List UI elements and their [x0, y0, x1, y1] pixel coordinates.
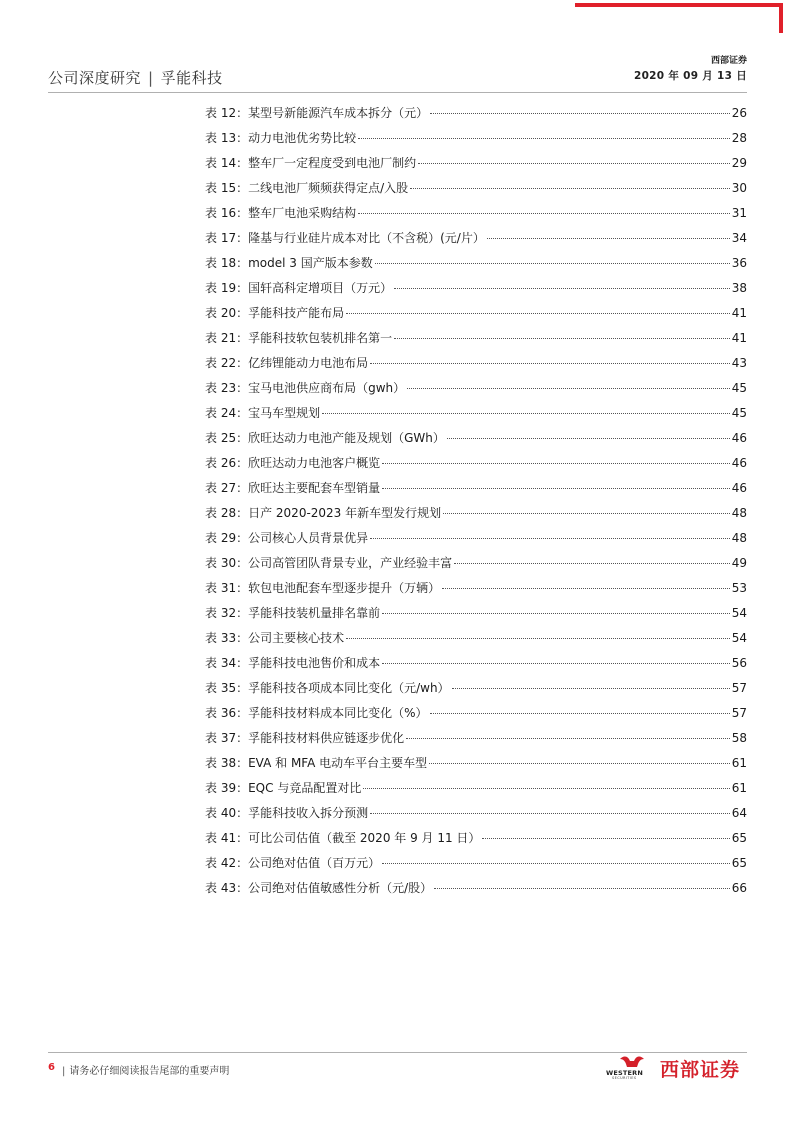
- toc-page-number: 46: [731, 431, 747, 445]
- toc-entry-title: [205, 804, 368, 821]
- toc-entry-text: 可比公司估值（截至 2020 年 9 月 11 日）: [248, 831, 481, 845]
- toc-entry-text: EVA 和 MFA 电动车平台主要车型: [248, 756, 428, 770]
- toc-entry-text: 软包电池配套车型逐步提升（万辆）: [248, 581, 441, 595]
- toc-entry-title: [205, 304, 344, 321]
- toc-page-number: 65: [731, 831, 747, 845]
- toc-dot-leader: [322, 413, 730, 414]
- toc-entry-label: 表 12：: [205, 106, 249, 120]
- toc-page-number: 46: [731, 481, 747, 495]
- toc-page-number: 66: [731, 881, 747, 895]
- toc-entry-text: 孚能科技各项成本同比变化（元/wh）: [248, 681, 450, 695]
- toc-entry[interactable]: [205, 254, 747, 279]
- toc-entry[interactable]: [205, 829, 747, 854]
- toc-entry-label: 表 41：: [205, 831, 249, 845]
- toc-entry-text: 整车厂一定程度受到电池厂制约: [248, 156, 417, 170]
- toc-page-number: 26: [731, 106, 747, 120]
- toc-page-number: 30: [731, 181, 747, 195]
- toc-entry[interactable]: [205, 654, 747, 679]
- toc-entry[interactable]: [205, 104, 747, 129]
- toc-entry-text: 隆基与行业硅片成本对比（不含税）(元/片）: [248, 231, 485, 245]
- toc-entry-title: [205, 404, 320, 421]
- toc-page-number: 36: [731, 256, 747, 270]
- company-name: 孚能科技: [160, 69, 223, 87]
- report-type: 公司深度研究: [48, 69, 142, 87]
- toc-dot-leader: [443, 513, 730, 514]
- toc-entry-text: 某型号新能源汽车成本拆分（元）: [248, 106, 429, 120]
- toc-dot-leader: [447, 438, 730, 439]
- toc-entry-label: 表 24：: [205, 406, 249, 420]
- toc-dot-leader: [382, 463, 730, 464]
- toc-entry-label: 表 18：: [205, 256, 249, 270]
- toc-dot-leader: [452, 688, 730, 689]
- footer-rule: [48, 1052, 747, 1053]
- toc-dot-leader: [407, 388, 730, 389]
- western-securities-logo: [606, 1055, 750, 1081]
- toc-dot-leader: [434, 888, 730, 889]
- toc-entry[interactable]: [205, 404, 747, 429]
- toc-dot-leader: [430, 713, 730, 714]
- toc-entry-label: 表 34：: [205, 656, 249, 670]
- toc-page-number: 61: [731, 756, 747, 770]
- toc-entry-label: 表 20：: [205, 306, 249, 320]
- toc-page-number: 38: [731, 281, 747, 295]
- toc-dot-leader: [370, 538, 730, 539]
- header-rule: [48, 92, 747, 93]
- toc-entry-label: 表 39：: [205, 781, 249, 795]
- toc-entry-title: [205, 729, 404, 746]
- toc-entry-title: [205, 129, 356, 146]
- header-report-label: [48, 67, 223, 88]
- toc-entry[interactable]: [205, 429, 747, 454]
- logo-chinese: 西部证券: [660, 1059, 741, 1081]
- toc-entry-title: [205, 479, 380, 496]
- toc-dot-leader: [442, 588, 730, 589]
- toc-entry-label: 表 19：: [205, 281, 249, 295]
- toc-page-number: 43: [731, 356, 747, 370]
- toc-entry-text: 孚能科技产能布局: [248, 306, 345, 320]
- toc-entry-label: 表 32：: [205, 606, 249, 620]
- toc-entry-text: 整车厂电池采购结构: [248, 206, 357, 220]
- toc-entry-label: 表 21：: [205, 331, 249, 345]
- toc-entry[interactable]: [205, 379, 747, 404]
- toc-entry-title: [205, 529, 368, 546]
- toc-entry-title: [205, 654, 380, 671]
- toc-entry-title: [205, 879, 432, 896]
- toc-entry-label: 表 13：: [205, 131, 249, 145]
- toc-dot-leader: [363, 788, 729, 789]
- header-date: 2020 年 09 月 13 日: [633, 70, 747, 82]
- toc-entry-label: 表 35：: [205, 681, 249, 695]
- toc-page-number: 34: [731, 231, 747, 245]
- toc-entry-title: [205, 504, 441, 521]
- toc-entry-text: 公司绝对估值敏感性分析（元/股）: [248, 881, 433, 895]
- toc-entry-text: 欣旺达动力电池客户概览: [248, 456, 381, 470]
- toc-entry-title: [205, 204, 356, 221]
- toc-entry[interactable]: [205, 204, 747, 229]
- toc-entry[interactable]: [205, 304, 747, 329]
- toc-entry[interactable]: [205, 129, 747, 154]
- toc-entry-title: [205, 629, 344, 646]
- toc-entry[interactable]: [205, 779, 747, 804]
- toc-entry[interactable]: [205, 754, 747, 779]
- header-brand: 西部证券: [710, 56, 747, 66]
- toc-entry-label: 表 33：: [205, 631, 249, 645]
- toc-entry-title: [205, 554, 452, 571]
- toc-entry-label: 表 14：: [205, 156, 249, 170]
- toc-entry[interactable]: [205, 179, 747, 204]
- toc-entry[interactable]: [205, 854, 747, 879]
- toc-entry-title: [205, 379, 405, 396]
- toc-entry-text: 孚能科技收入拆分预测: [248, 806, 369, 820]
- toc-entry-title: [205, 829, 480, 846]
- header-corner-accent-horizontal: [575, 3, 783, 7]
- footer-disclaimer-block: [58, 1062, 229, 1077]
- toc-entry-text: 孚能科技材料成本同比变化（%）: [248, 706, 428, 720]
- toc-entry-title: [205, 704, 428, 721]
- toc-dot-leader: [346, 638, 730, 639]
- toc-entry[interactable]: [205, 604, 747, 629]
- toc-entry[interactable]: [205, 679, 747, 704]
- toc-dot-leader: [394, 338, 730, 339]
- header-separator: |: [148, 69, 154, 87]
- toc-page-number: 58: [731, 731, 747, 745]
- toc-entry-text: 宝马电池供应商布局（gwh）: [248, 381, 406, 395]
- toc-dot-leader: [358, 213, 730, 214]
- toc-dot-leader: [382, 613, 730, 614]
- toc-entry-title: [205, 679, 450, 696]
- toc-entry-text: 动力电池优劣势比较: [248, 131, 357, 145]
- toc-entry-label: 表 26：: [205, 456, 249, 470]
- toc-dot-leader: [382, 863, 730, 864]
- footer-disclaimer: 请务必仔细阅读报告尾部的重要声明: [69, 1066, 230, 1077]
- toc-entry-label: 表 37：: [205, 731, 249, 745]
- toc-dot-leader: [375, 263, 730, 264]
- toc-entry-text: 公司高管团队背景专业，产业经验丰富: [248, 556, 453, 570]
- header-corner-accent-vertical: [779, 3, 783, 33]
- toc-entry[interactable]: [205, 554, 747, 579]
- toc-entry-text: 孚能科技装机量排名靠前: [248, 606, 381, 620]
- toc-entry-title: [205, 579, 440, 596]
- toc-entry[interactable]: [205, 279, 747, 304]
- toc-entry-label: 表 16：: [205, 206, 249, 220]
- toc-entry-title: [205, 279, 392, 296]
- toc-entry-label: 表 22：: [205, 356, 249, 370]
- toc-entry[interactable]: [205, 804, 747, 829]
- toc-entry-label: 表 27：: [205, 481, 249, 495]
- toc-entry-label: 表 15：: [205, 181, 249, 195]
- toc-entry-label: 表 29：: [205, 531, 249, 545]
- toc-entry-label: 表 40：: [205, 806, 249, 820]
- toc-entry-text: EQC 与竞品配置对比: [248, 781, 362, 795]
- toc-entry[interactable]: [205, 354, 747, 379]
- toc-page-number: 61: [731, 781, 747, 795]
- toc-entry-text: 公司绝对估值（百万元）: [248, 856, 381, 870]
- toc-page-number: 31: [731, 206, 747, 220]
- toc-entry[interactable]: [205, 579, 747, 604]
- toc-page-number: 28: [731, 131, 747, 145]
- toc-page-number: 45: [731, 406, 747, 420]
- toc-page-number: 45: [731, 381, 747, 395]
- toc-entry[interactable]: [205, 529, 747, 554]
- toc-entry-label: 表 36：: [205, 706, 249, 720]
- toc-page-number: 57: [731, 681, 747, 695]
- toc-entry-text: 公司主要核心技术: [248, 631, 345, 645]
- toc-entry-text: 二线电池厂频频获得定点/入股: [248, 181, 409, 195]
- toc-dot-leader: [406, 738, 730, 739]
- toc-entry[interactable]: [205, 504, 747, 529]
- toc-entry-label: 表 42：: [205, 856, 249, 870]
- toc-dot-leader: [454, 563, 730, 564]
- toc-entry-label: 表 31：: [205, 581, 249, 595]
- toc-page-number: 46: [731, 456, 747, 470]
- toc-page-number: 53: [731, 581, 747, 595]
- toc-entry-text: 日产 2020-2023 年新车型发行规划: [248, 506, 442, 520]
- toc-entry-label: 表 30：: [205, 556, 249, 570]
- toc-entry-label: 表 23：: [205, 381, 249, 395]
- toc-dot-leader: [346, 313, 730, 314]
- toc-entry[interactable]: [205, 154, 747, 179]
- logo-english: WESTERN: [606, 1069, 644, 1077]
- logo-english-sub: SECURITIES: [612, 1076, 637, 1080]
- toc-entry-label: 表 25：: [205, 431, 249, 445]
- toc-entry-text: model 3 国产版本参数: [248, 256, 373, 270]
- toc-entry-text: 孚能科技电池售价和成本: [248, 656, 381, 670]
- toc-entry-text: 欣旺达主要配套车型销量: [248, 481, 381, 495]
- toc-page-number: 54: [731, 631, 747, 645]
- toc-entry-title: [205, 179, 408, 196]
- toc-entry-text: 孚能科技软包装机排名第一: [248, 331, 393, 345]
- toc-entry[interactable]: [205, 629, 747, 654]
- toc-dot-leader: [487, 238, 730, 239]
- toc-entry[interactable]: [205, 329, 747, 354]
- toc-entry-title: [205, 604, 380, 621]
- toc-entry-title: [205, 354, 368, 371]
- toc-dot-leader: [418, 163, 730, 164]
- toc-entry-title: [205, 454, 380, 471]
- toc-entry-text: 亿纬锂能动力电池布局: [248, 356, 369, 370]
- toc-entry-text: 孚能科技材料供应链逐步优化: [248, 731, 405, 745]
- toc-dot-leader: [430, 113, 730, 114]
- toc-dot-leader: [382, 663, 730, 664]
- footer-separator: |: [62, 1066, 66, 1077]
- toc-page-number: 29: [731, 156, 747, 170]
- toc-entry-title: [205, 754, 427, 771]
- toc-entry[interactable]: [205, 454, 747, 479]
- toc-entry[interactable]: [205, 879, 747, 904]
- table-of-contents: [205, 104, 747, 904]
- toc-page-number: 54: [731, 606, 747, 620]
- toc-entry-label: 表 43：: [205, 881, 249, 895]
- toc-entry-title: [205, 329, 392, 346]
- toc-dot-leader: [482, 838, 729, 839]
- toc-entry[interactable]: [205, 704, 747, 729]
- toc-entry-title: [205, 854, 380, 871]
- footer-page-number: 6: [48, 1062, 55, 1073]
- toc-entry-title: [205, 779, 361, 796]
- toc-dot-leader: [358, 138, 730, 139]
- toc-entry-title: [205, 254, 373, 271]
- toc-page-number: 41: [731, 331, 747, 345]
- toc-entry-label: 表 28：: [205, 506, 249, 520]
- toc-entry-title: [205, 229, 485, 246]
- toc-dot-leader: [382, 488, 730, 489]
- toc-dot-leader: [370, 813, 730, 814]
- toc-entry-title: [205, 429, 445, 446]
- toc-dot-leader: [370, 363, 730, 364]
- toc-dot-leader: [429, 763, 730, 764]
- toc-entry-label: 表 17：: [205, 231, 249, 245]
- toc-entry-text: 宝马车型规划: [248, 406, 321, 420]
- toc-page-number: 48: [731, 506, 747, 520]
- toc-entry-text: 公司核心人员背景优异: [248, 531, 369, 545]
- toc-entry-title: [205, 104, 428, 121]
- toc-entry[interactable]: [205, 479, 747, 504]
- toc-entry-text: 国轩高科定增项目（万元）: [248, 281, 393, 295]
- toc-page-number: 49: [731, 556, 747, 570]
- toc-entry-text: 欣旺达动力电池产能及规划（GWh）: [248, 431, 445, 445]
- toc-entry-label: 表 38：: [205, 756, 249, 770]
- toc-page-number: 57: [731, 706, 747, 720]
- toc-page-number: 65: [731, 856, 747, 870]
- toc-entry[interactable]: [205, 729, 747, 754]
- toc-page-number: 48: [731, 531, 747, 545]
- toc-page-number: 64: [731, 806, 747, 820]
- toc-entry-title: [205, 154, 416, 171]
- toc-page-number: 41: [731, 306, 747, 320]
- toc-dot-leader: [410, 188, 730, 189]
- toc-page-number: 56: [731, 656, 747, 670]
- toc-entry[interactable]: [205, 229, 747, 254]
- toc-dot-leader: [394, 288, 730, 289]
